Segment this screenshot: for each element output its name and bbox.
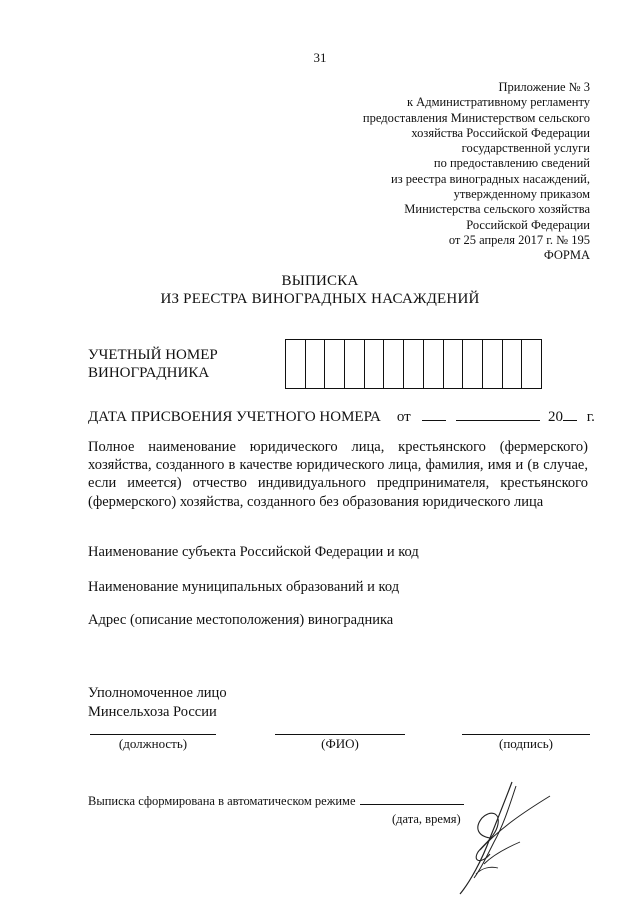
annex-line: Российской Федерации	[466, 217, 590, 232]
account-number-cell[interactable]	[424, 340, 444, 388]
day-field[interactable]	[422, 406, 446, 421]
datetime-caption: (дата, время)	[392, 812, 461, 826]
handwritten-signature	[420, 778, 560, 898]
year-field[interactable]	[563, 406, 577, 421]
annex-header	[363, 80, 590, 264]
signature-caption: (подпись)	[499, 736, 553, 751]
year-prefix: 20	[547, 409, 563, 425]
annex-line: предоставления Министерством сельского	[362, 110, 590, 125]
account-number-cell[interactable]	[286, 340, 306, 388]
address-label: Адрес (описание местоположения) виноградника	[88, 612, 394, 628]
account-number-cell[interactable]	[483, 340, 503, 388]
full-name-paragraph: Полное наименование юридического лица, крестьянского (фермерского) хозяйства, созданного в качестве юридического лица, фамилия, имя и (в случае, если имеется) отчество индивидуального предпринимателя, крестьянского (фермерского) хозяйства, созданного без образования юридического лица	[88, 439, 588, 510]
position-line[interactable]	[90, 734, 216, 735]
date-prefix: от	[396, 409, 411, 425]
annex-line: Министерства сельского хозяйства	[404, 202, 590, 217]
account-number-cell[interactable]	[404, 340, 424, 388]
auto-generated-text: Выписка сформирована в автоматическом режиме	[88, 794, 356, 808]
account-label-line-2: ВИНОГРАДНИКА	[88, 365, 210, 381]
account-number-cell[interactable]	[522, 340, 541, 388]
municipal-label: Наименование муниципальных образований и код	[88, 579, 400, 595]
account-number-grid[interactable]	[285, 339, 542, 389]
document-title	[0, 272, 640, 308]
account-number-cell[interactable]	[365, 340, 385, 388]
position-caption: (должность)	[118, 736, 188, 751]
annex-line: утвержденному приказом	[453, 187, 590, 202]
subject-label: Наименование субъекта Российской Федерации и код	[88, 544, 419, 560]
signature-line[interactable]	[462, 734, 590, 735]
title-line-1: ВЫПИСКА	[281, 273, 359, 289]
account-number-cell[interactable]	[503, 340, 523, 388]
account-number-cell[interactable]	[463, 340, 483, 388]
account-label-line-1: УЧЕТНЫЙ НОМЕР	[88, 347, 218, 363]
signer-line-1: Уполномоченное лицо	[88, 685, 227, 701]
month-field[interactable]	[456, 406, 540, 421]
account-number-cell[interactable]	[325, 340, 345, 388]
auto-generated-note	[88, 794, 464, 809]
account-number-cell[interactable]	[384, 340, 404, 388]
annex-line: по предоставлению сведений	[433, 156, 590, 171]
account-number-label	[88, 346, 218, 382]
fio-caption: (ФИО)	[321, 736, 359, 751]
annex-line: к Административному регламенту	[406, 95, 590, 110]
account-number-cell[interactable]	[306, 340, 326, 388]
annex-line: Приложение № 3	[498, 80, 590, 94]
form-label: ФОРМА	[543, 248, 590, 263]
annex-line: от 25 апреля 2017 г. № 195	[448, 232, 590, 247]
date-label: ДАТА ПРИСВОЕНИЯ УЧЕТНОГО НОМЕРА	[88, 409, 381, 425]
title-line-2: ИЗ РЕЕСТРА ВИНОГРАДНЫХ НАСАЖДЕНИЙ	[160, 291, 480, 307]
year-suffix: г.	[586, 409, 595, 425]
account-number-cell[interactable]	[345, 340, 365, 388]
date-assignment-row	[88, 406, 595, 426]
account-number-cell[interactable]	[444, 340, 464, 388]
annex-line: хозяйства Российской Федерации	[411, 125, 590, 140]
page-number: 31	[313, 50, 327, 65]
authorized-person	[88, 684, 227, 722]
fio-line[interactable]	[275, 734, 405, 735]
annex-line: из реестра виноградных насаждений,	[391, 171, 590, 186]
signer-line-2: Минсельхоза России	[88, 704, 217, 720]
annex-line: государственной услуги	[461, 141, 590, 156]
